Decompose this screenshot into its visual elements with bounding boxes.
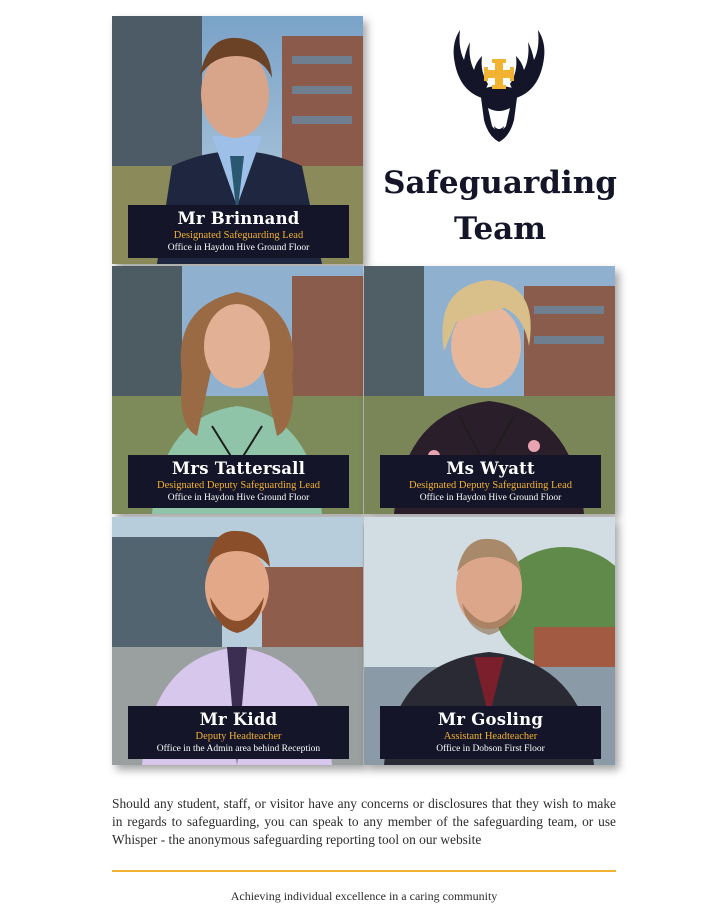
staff-label bbox=[128, 205, 349, 258]
staff-card-kidd bbox=[112, 517, 363, 765]
staff-role: Assistant Headteacher bbox=[443, 731, 538, 742]
staff-name: Mr Kidd bbox=[199, 710, 278, 729]
staff-card-gosling bbox=[364, 517, 615, 765]
footer-motto: Achieving individual excellence in a caring community bbox=[230, 889, 498, 903]
stag-crest-logo bbox=[444, 28, 554, 144]
safeguarding-info-text: Should any student, staff, or visitor have any concerns or disclosures that they wish to make in regards to safeguarding, you can speak to any member of the safeguarding team, or use Whisper - the anonymous safeguarding reporting tool on our website bbox=[112, 796, 616, 847]
page-title bbox=[364, 160, 636, 252]
staff-office: Office in Haydon Hive Ground Floor bbox=[167, 493, 310, 503]
staff-role: Designated Safeguarding Lead bbox=[173, 230, 304, 241]
staff-name: Mr Gosling bbox=[437, 710, 544, 729]
staff-card-tattersall bbox=[112, 266, 363, 514]
staff-name: Ms Wyatt bbox=[446, 459, 535, 478]
staff-office: Office in Haydon Hive Ground Floor bbox=[419, 493, 562, 503]
staff-role: Designated Deputy Safeguarding Lead bbox=[157, 480, 320, 491]
staff-name: Mr Brinnand bbox=[177, 209, 300, 228]
staff-office: Office in Haydon Hive Ground Floor bbox=[167, 243, 310, 253]
staff-office: Office in the Admin area behind Reception bbox=[156, 744, 321, 754]
staff-card-wyatt bbox=[364, 266, 615, 514]
staff-role: Deputy Headteacher bbox=[195, 731, 282, 742]
staff-label bbox=[128, 455, 349, 508]
staff-name: Mrs Tattersall bbox=[171, 459, 306, 478]
staff-label bbox=[380, 455, 601, 508]
staff-role: Designated Deputy Safeguarding Lead bbox=[409, 480, 572, 491]
staff-label bbox=[380, 706, 601, 759]
staff-label bbox=[128, 706, 349, 759]
staff-card-brinnand bbox=[112, 16, 363, 264]
title-line-1: Safeguarding bbox=[383, 165, 617, 201]
divider bbox=[112, 870, 616, 872]
title-line-2: Team bbox=[453, 211, 547, 247]
staff-office: Office in Dobson First Floor bbox=[436, 744, 545, 754]
